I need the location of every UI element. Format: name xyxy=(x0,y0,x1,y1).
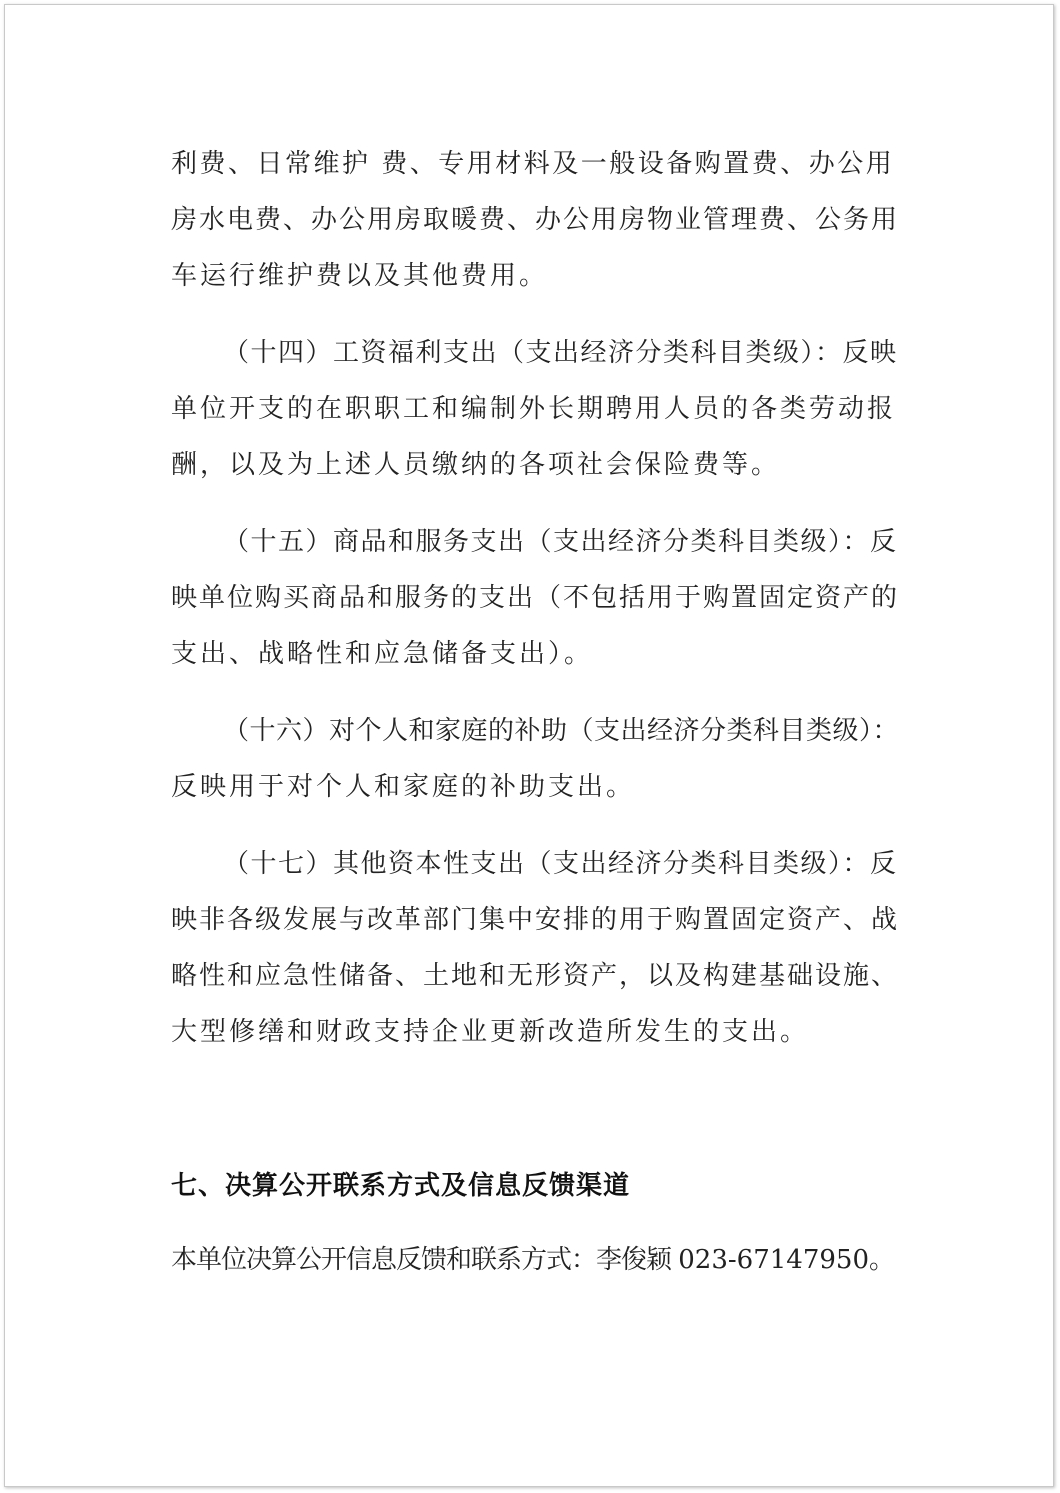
section-7-heading: 七、决算公开联系方式及信息反馈渠道 xyxy=(171,1171,631,1201)
paragraph-15-line-3: 支出、战略性和应急储备支出）。 xyxy=(171,639,594,669)
paragraph-14-line-2: 单位开支的在职职工和编制外长期聘用人员的各类劳动报 xyxy=(171,394,897,424)
paragraph-continuation-line-1: 利费、日常维护 费、专用材料及一般设备购置费、办公用 xyxy=(171,149,895,179)
paragraph-16-line-2: 反映用于对个人和家庭的补助支出。 xyxy=(171,772,636,802)
paragraph-15-line-1: （十五）商品和服务支出（支出经济分类科目类级）：反 xyxy=(223,527,898,557)
paragraph-17-line-4: 大型修缮和财政支持企业更新改造所发生的支出。 xyxy=(171,1017,810,1047)
paragraph-15-line-2: 映单位购买商品和服务的支出（不包括用于购置固定资产的 xyxy=(171,583,900,613)
paragraph-14-line-1: （十四）工资福利支出（支出经济分类科目类级）：反映 xyxy=(223,338,898,368)
document-page xyxy=(4,4,1054,1487)
paragraph-continuation-line-3: 车运行维护费以及其他费用。 xyxy=(171,261,549,291)
paragraph-14-line-3: 酬，以及为上述人员缴纳的各项社会保险费等。 xyxy=(171,450,781,480)
contact-line xyxy=(171,1243,895,1277)
contact-phone: 023-67147950。 xyxy=(678,1245,896,1275)
paragraph-continuation-line-2: 房水电费、办公用房取暖费、办公用房物业管理费、公务用 xyxy=(171,205,900,235)
paragraph-17-line-2: 映非各级发展与改革部门集中安排的用于购置固定资产、战 xyxy=(171,905,900,935)
contact-prefix: 本单位决算公开信息反馈和联系方式：李俊颖 xyxy=(171,1245,679,1275)
paragraph-17-line-3: 略性和应急性储备、土地和无形资产，以及构建基础设施、 xyxy=(171,961,900,991)
paragraph-16-line-1: （十六）对个人和家庭的补助（支出经济分类科目类级）： xyxy=(223,716,900,746)
paragraph-17-line-1: （十七）其他资本性支出（支出经济分类科目类级）：反 xyxy=(223,849,898,879)
